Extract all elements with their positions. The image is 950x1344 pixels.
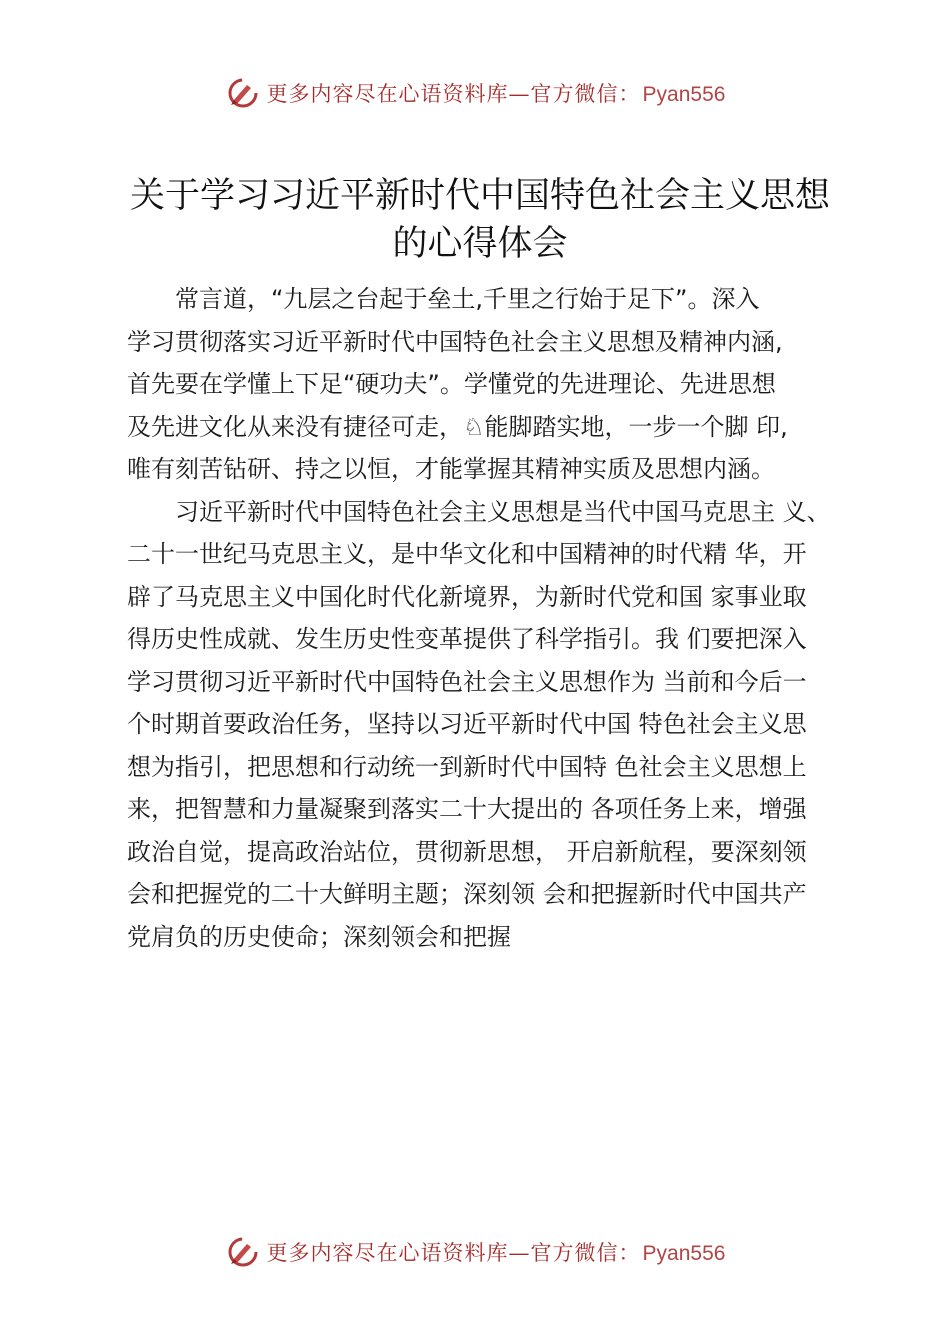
wechat-id: Pyan556 (642, 1242, 726, 1265)
text-line: 习近平新时代中国特色社会主义思想是当代中国马克思主 义、 (127, 497, 831, 526)
paragraph-1 (127, 278, 857, 491)
text-line: 学习贯彻习近平新时代中国特色社会主义思想作为 当前和今后一 (127, 667, 807, 696)
paragraph-2 (127, 491, 857, 959)
text-line: 会和把握党的二十大鲜明主题；深刻领 会和把握新时代中国共产 (127, 880, 807, 908)
text-line: 政治自觉，提高政治站位，贯彻新思想， 开启新航程，要深刻领 (127, 837, 807, 866)
banner-text: 更多内容尽在心语资料库—官方微信：Pyan556 (266, 82, 726, 106)
text-line: 二十一世纪马克思主义，是中华文化和中国精神的时代精 华，开 (127, 540, 807, 568)
banner-text: 更多内容尽在心语资料库—官方微信：Pyan556 (266, 1241, 726, 1265)
header-banner (0, 73, 950, 113)
text-line: 及先进文化从来没有捷径可走，♘能脚踏实地，一步一个脚 印, (127, 412, 788, 441)
text-line: 来，把智慧和力量凝聚到落实二十大提出的 各项任务上来，增强 (127, 795, 807, 823)
document-title (100, 172, 860, 268)
title-line-1: 关于学习习近平新时代中国特色社会主义思想 (129, 176, 830, 216)
text-line: 辟了马克思主义中国化时代化新境界，为新时代党和国 家事业取 (127, 582, 807, 611)
title-line-2: 的心得体会 (392, 224, 568, 264)
text-line: 个时期首要政治任务，坚持以习近平新时代中国 特色社会主义思 (127, 710, 807, 738)
text-line: 常言道，“九层之台起于垒土,千里之行始于足下”。深入 (127, 285, 760, 313)
text-line: 想为指引，把思想和行动统一到新时代中国特 色社会主义思想上 (127, 752, 807, 781)
document-body (127, 278, 857, 958)
brand-logo-icon (225, 75, 261, 111)
text-line: 首先要在学懂上下足“硬功夫”。学懂党的先进理论、先进思想 (127, 370, 776, 398)
text-line: 唯有刻苦钻研、持之以恒，才能掌握其精神实质及思想内涵。 (127, 455, 775, 483)
wechat-id: Pyan556 (642, 83, 726, 106)
text-line: 学习贯彻落实习近平新时代中国特色社会主义思想及精神内涵, (127, 327, 783, 356)
text-line: 党肩负的历史使命；深刻领会和把握 (127, 922, 511, 951)
text-line: 得历史性成就、发生历史性变革提供了科学指引。我 们要把深入 (127, 625, 807, 653)
footer-banner (0, 1232, 950, 1272)
brand-logo-icon (225, 1234, 261, 1270)
